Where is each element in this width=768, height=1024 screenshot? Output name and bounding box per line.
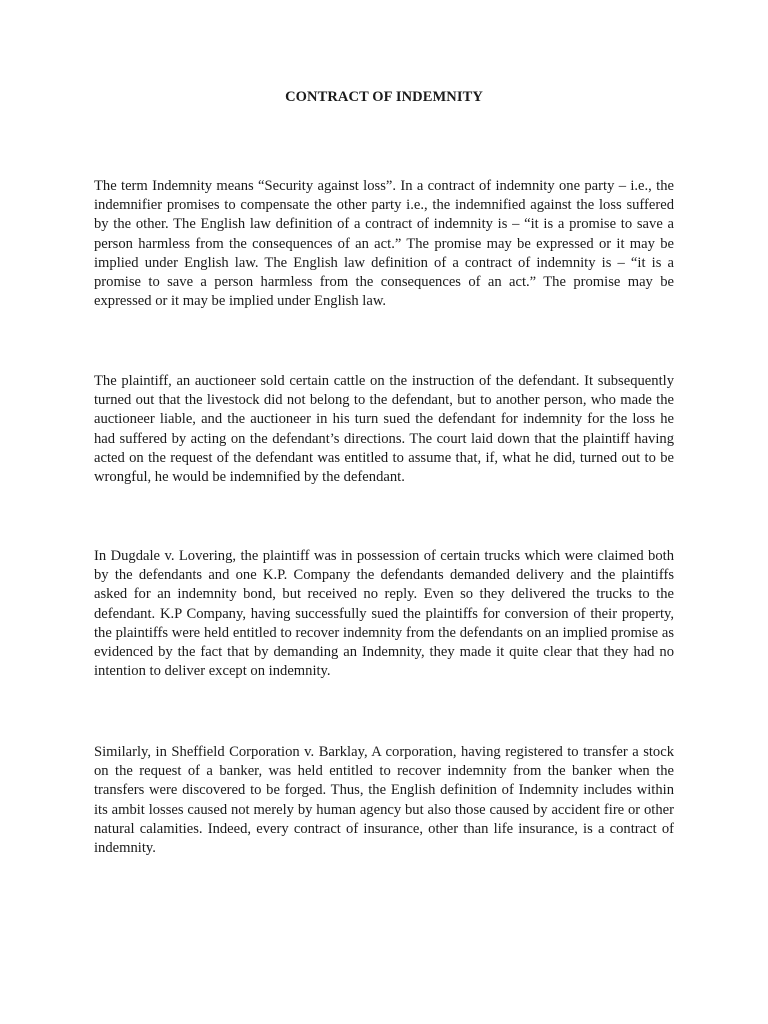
paragraph-definition: The term Indemnity means “Security against loss”. In a contract of indemnity one party – i.e., the indemnifier promises to compensate the other party i.e., the indemnified against the loss suffered by the other. The English law definition of a contract of indemnity is – “it is a promise to save a person harmless from the consequences of an act.” The promise may be expressed or it may be implied under English law. The English law definition of a contract of indemnity is – “it is a promise to save a person harmless from the consequences of an act.” The promise may be expressed or it may be implied under English law. bbox=[94, 178, 674, 310]
paragraph-auctioneer-case: The plaintiff, an auctioneer sold certain cattle on the instruction of the defendant. It subsequently turned out that the livestock did not belong to the defendant, but to another person, who made the auctioneer liable, and the auctioneer in his turn sued the defendant for indemnity for the loss he had suffered by acting on the defendant’s directions. The court laid down that the plaintiff having acted on the request of the defendant was entitled to assume that, if, what he did, turned out to be wrongful, he would be indemnified by the defendant. bbox=[94, 373, 674, 486]
paragraph-dugdale-v-lovering: In Dugdale v. Lovering, the plaintiff was in possession of certain trucks which were claimed both by the defendants and one K.P. Company the defendants demanded delivery and the plaintiffs asked for an indemnity bond, but received no reply. Even so they delivered the trucks to the defendant. K.P Company, having successfully sued the plaintiffs for conversion of their property, the plaintiffs were held entitled to recover indemnity from the defendants on an implied promise as evidenced by the fact that by demanding an Indemnity, they made it quite clear that they had no intention to deliver except on indemnity. bbox=[94, 548, 674, 680]
paragraph-sheffield-corporation: Similarly, in Sheffield Corporation v. Barklay, A corporation, having registered to transfer a stock on the request of a banker, was held entitled to recover indemnity from the banker when the transfers were discovered to be forged. Thus, the English definition of Indemnity includes within its ambit losses caused not merely by human agency but also those caused by accident fire or other natural calamities. Indeed, every contract of insurance, other than life insurance, is a contract of indemnity. bbox=[94, 744, 674, 857]
document-title: CONTRACT OF INDEMNITY bbox=[285, 89, 483, 105]
